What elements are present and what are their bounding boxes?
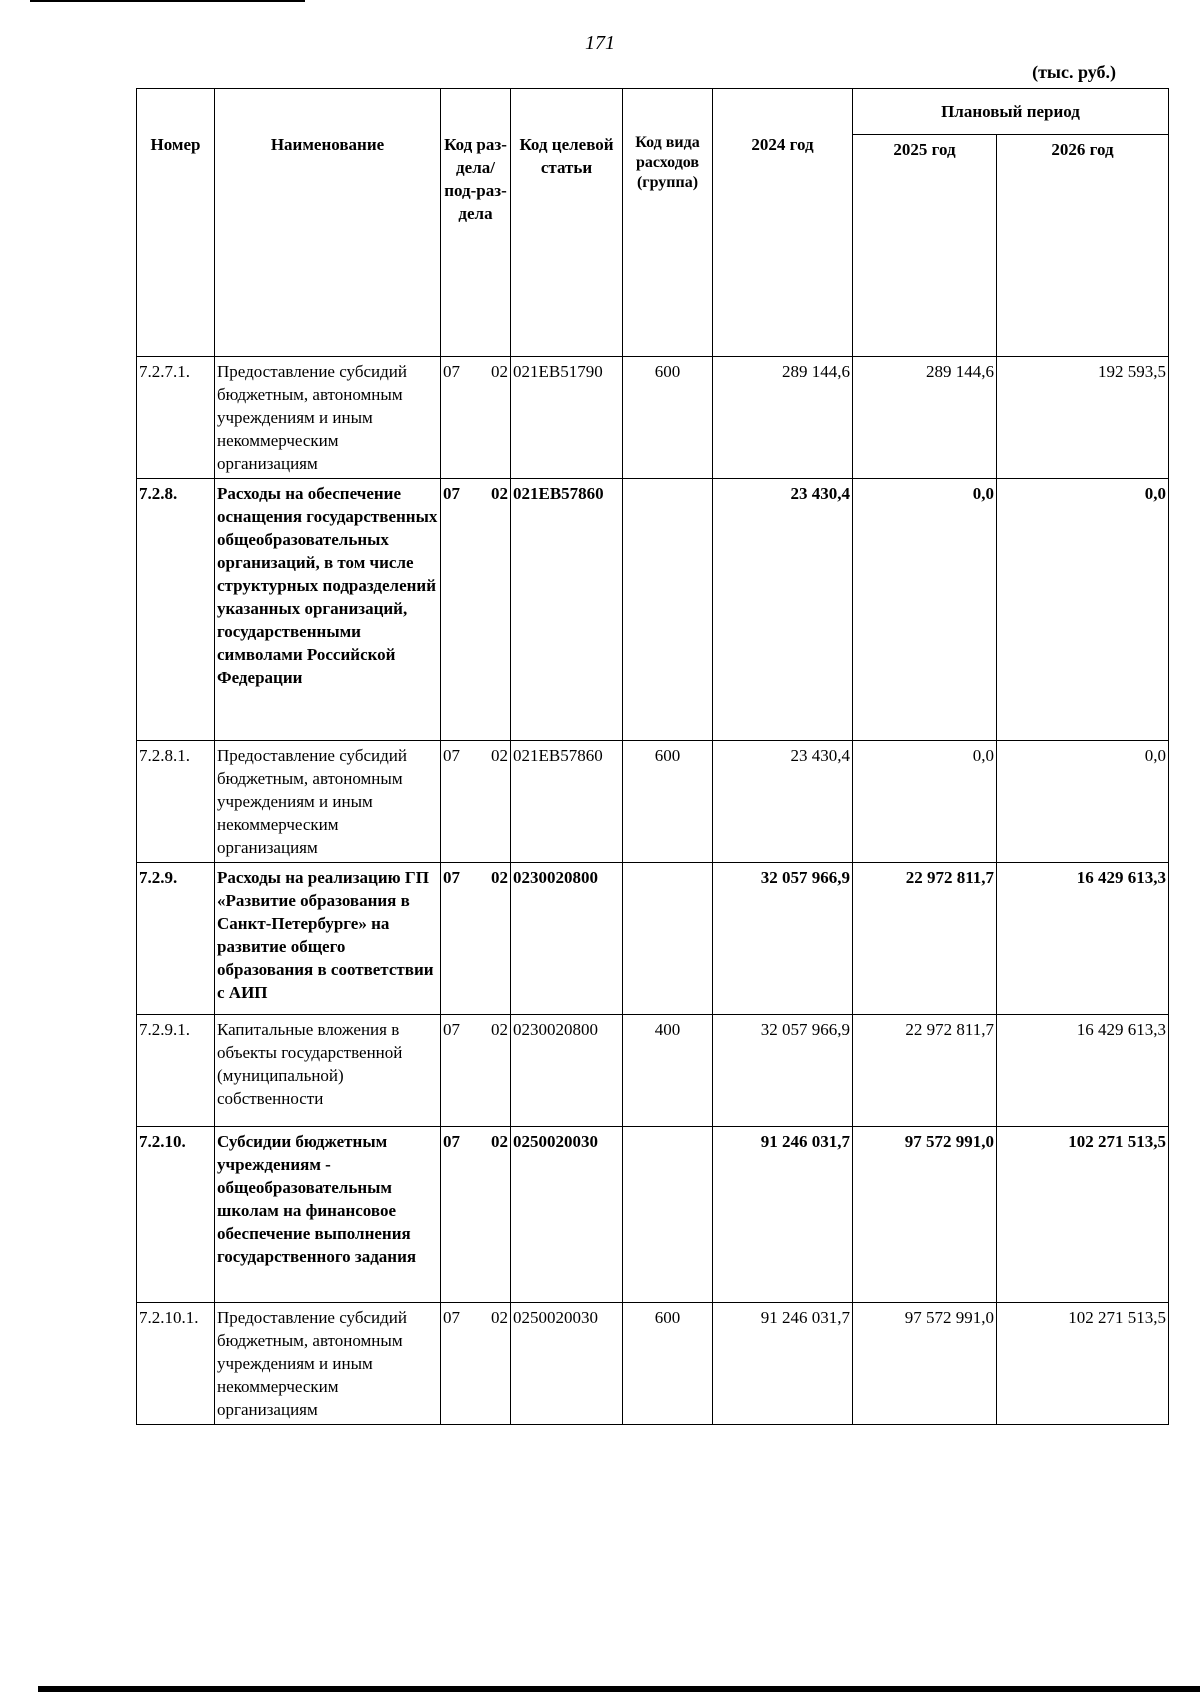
row-amount-2025: 97 572 991,0 <box>853 1303 997 1425</box>
row-name: Расходы на обеспечение оснащения государственных общеобразовательных организаций, в том числе структурных подразделений указанных организаций, государственными символами Российской Федерации <box>215 479 441 741</box>
row-amount-2025: 22 972 811,7 <box>853 1015 997 1127</box>
row-razdel <box>441 357 511 479</box>
row-vid-code <box>623 479 713 741</box>
row-amount-2026: 16 429 613,3 <box>997 1015 1169 1127</box>
row-target-code: 021EB57860 <box>511 479 623 741</box>
table-row <box>137 863 1169 1015</box>
row-target-code: 021EB57860 <box>511 741 623 863</box>
razdel-code: 07 <box>443 362 460 381</box>
podrazdel-code: 02 <box>491 1308 508 1327</box>
row-razdel <box>441 741 511 863</box>
row-number: 7.2.7.1. <box>137 357 215 479</box>
row-amount-2024: 32 057 966,9 <box>713 863 853 1015</box>
row-amount-2024: 32 057 966,9 <box>713 1015 853 1127</box>
row-vid-code: 600 <box>623 1303 713 1425</box>
razdel-code: 07 <box>443 1132 460 1151</box>
podrazdel-code: 02 <box>491 868 508 887</box>
units-label: (тыс. руб.) <box>1032 62 1116 82</box>
row-amount-2024: 91 246 031,7 <box>713 1127 853 1303</box>
podrazdel-code: 02 <box>491 362 508 381</box>
row-amount-2025: 0,0 <box>853 479 997 741</box>
table-body <box>137 357 1169 1425</box>
table-row <box>137 1303 1169 1425</box>
row-name: Расходы на реализацию ГП «Развитие образования в Санкт-Петербурге» на развитие общего образования в соответствии с АИП <box>215 863 441 1015</box>
row-razdel <box>441 1127 511 1303</box>
header-kod-razdela-text: Код раз-дела/ под-раз-дела <box>444 135 507 223</box>
row-vid-code: 400 <box>623 1015 713 1127</box>
header-kod-celevoi: Код целевой статьи <box>511 89 623 357</box>
row-amount-2025: 0,0 <box>853 741 997 863</box>
page-number: 171 <box>585 32 615 54</box>
row-amount-2026: 0,0 <box>997 479 1169 741</box>
row-amount-2024: 23 430,4 <box>713 741 853 863</box>
razdel-code: 07 <box>443 1020 460 1039</box>
table-row <box>137 479 1169 741</box>
row-name: Предоставление субсидий бюджетным, автономным учреждениям и иным некоммерческим организациям <box>215 741 441 863</box>
row-name: Субсидии бюджетным учреждениям - общеобразовательным школам на финансовое обеспечение выполнения государственного задания <box>215 1127 441 1303</box>
row-amount-2026: 16 429 613,3 <box>997 863 1169 1015</box>
row-amount-2025: 289 144,6 <box>853 357 997 479</box>
row-amount-2025: 22 972 811,7 <box>853 863 997 1015</box>
row-amount-2024: 23 430,4 <box>713 479 853 741</box>
podrazdel-code: 02 <box>491 746 508 765</box>
row-razdel <box>441 479 511 741</box>
row-number: 7.2.10.1. <box>137 1303 215 1425</box>
row-amount-2024: 91 246 031,7 <box>713 1303 853 1425</box>
razdel-code: 07 <box>443 484 460 503</box>
row-number: 7.2.9. <box>137 863 215 1015</box>
table-row <box>137 1127 1169 1303</box>
row-number: 7.2.8.1. <box>137 741 215 863</box>
row-number: 7.2.9.1. <box>137 1015 215 1127</box>
header-planned-period: Плановый период <box>853 89 1169 135</box>
row-razdel <box>441 1303 511 1425</box>
header-kod-vida: Код вида расходов (группа) <box>623 89 713 357</box>
row-target-code: 0250020030 <box>511 1303 623 1425</box>
row-razdel <box>441 863 511 1015</box>
razdel-code: 07 <box>443 746 460 765</box>
row-vid-code: 600 <box>623 741 713 863</box>
row-number: 7.2.8. <box>137 479 215 741</box>
top-rule <box>30 0 305 2</box>
row-name: Предоставление субсидий бюджетным, автономным учреждениям и иным некоммерческим организациям <box>215 1303 441 1425</box>
budget-table <box>136 88 1169 1425</box>
header-year-2026: 2026 год <box>997 134 1169 356</box>
podrazdel-code: 02 <box>491 1020 508 1039</box>
razdel-code: 07 <box>443 868 460 887</box>
header-nomer: Номер <box>137 89 215 357</box>
row-vid-code <box>623 863 713 1015</box>
row-vid-code <box>623 1127 713 1303</box>
row-amount-2024: 289 144,6 <box>713 357 853 479</box>
table-row <box>137 357 1169 479</box>
header-year-2024: 2024 год <box>713 89 853 357</box>
row-number: 7.2.10. <box>137 1127 215 1303</box>
podrazdel-code: 02 <box>491 1132 508 1151</box>
row-target-code: 0230020800 <box>511 1015 623 1127</box>
header-kod-razdela <box>441 89 511 357</box>
row-amount-2026: 192 593,5 <box>997 357 1169 479</box>
table-header <box>137 89 1169 357</box>
row-name: Капитальные вложения в объекты государственной (муниципальной) собственности <box>215 1015 441 1127</box>
row-amount-2026: 102 271 513,5 <box>997 1303 1169 1425</box>
razdel-code: 07 <box>443 1308 460 1327</box>
table-row <box>137 741 1169 863</box>
row-amount-2026: 102 271 513,5 <box>997 1127 1169 1303</box>
table-row <box>137 1015 1169 1127</box>
podrazdel-code: 02 <box>491 484 508 503</box>
row-razdel <box>441 1015 511 1127</box>
row-vid-code: 600 <box>623 357 713 479</box>
row-amount-2026: 0,0 <box>997 741 1169 863</box>
row-name: Предоставление субсидий бюджетным, автономным учреждениям и иным некоммерческим организациям <box>215 357 441 479</box>
row-amount-2025: 97 572 991,0 <box>853 1127 997 1303</box>
header-naimenovanie: Наименование <box>215 89 441 357</box>
row-target-code: 0250020030 <box>511 1127 623 1303</box>
row-target-code: 021EB51790 <box>511 357 623 479</box>
row-target-code: 0230020800 <box>511 863 623 1015</box>
bottom-rule <box>38 1686 1200 1692</box>
header-year-2025: 2025 год <box>853 134 997 356</box>
